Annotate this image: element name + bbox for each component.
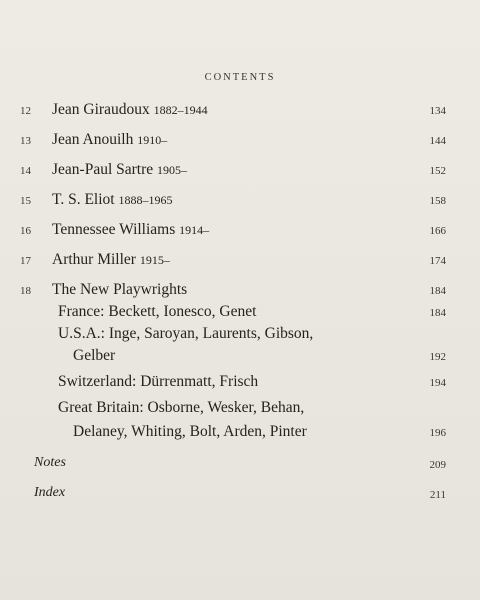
page-heading: CONTENTS [204, 72, 276, 83]
toc-subentry [0, 325, 480, 345]
subentry-title: U.S.A.: Inge, Saroyan, Laurents, Gibson, [58, 325, 314, 342]
chapter-number: 12 [20, 105, 31, 117]
chapter-number: 13 [20, 135, 31, 147]
author-name: T. S. Eliot [52, 191, 115, 208]
subentry-title: Switzerland: Dürrenmatt, Frisch [58, 373, 259, 390]
toc-backmatter-index [0, 485, 480, 505]
toc-subentry [0, 303, 480, 323]
page-number: 194 [429, 377, 446, 389]
toc-entry [0, 281, 480, 301]
page-number: 144 [429, 135, 446, 147]
page-number: 184 [429, 285, 446, 297]
author-years: 1888–1965 [118, 193, 173, 207]
chapter-title [52, 101, 208, 119]
page-number: 152 [429, 165, 446, 177]
author-years: 1905– [157, 163, 188, 177]
subentry-title: France: Beckett, Ionesco, Genet [58, 303, 257, 320]
chapter-number: 18 [20, 285, 31, 297]
chapter-number: 15 [20, 195, 31, 207]
author-years: 1882–1944 [153, 103, 208, 117]
page-number: 192 [429, 351, 446, 363]
author-name: Jean Anouilh [52, 131, 134, 148]
chapter-number: 16 [20, 225, 31, 237]
page-number: 166 [429, 225, 446, 237]
author-years: 1915– [139, 253, 170, 267]
toc-subentry-continuation [0, 423, 480, 443]
author-name: Tennessee Williams [52, 221, 176, 238]
page-number: 209 [429, 459, 446, 471]
author-years: 1914– [179, 223, 210, 237]
chapter-title [52, 221, 209, 239]
chapter-title [52, 131, 167, 149]
author-name: Arthur Miller [52, 251, 136, 268]
page-number: 196 [429, 427, 446, 439]
page-number: 184 [429, 307, 446, 319]
author-name: Jean-Paul Sartre [52, 161, 154, 178]
author-years: 1910– [137, 133, 168, 147]
chapter-number: 17 [20, 255, 31, 267]
backmatter-label: Notes [34, 455, 66, 470]
toc-entry [0, 221, 480, 241]
toc-subentry [0, 373, 480, 393]
page-number: 174 [429, 255, 446, 267]
toc-entry [0, 101, 480, 121]
author-name: Jean Giraudoux [52, 101, 150, 118]
toc-entry [0, 161, 480, 181]
page-number: 134 [429, 105, 446, 117]
chapter-title [52, 191, 172, 209]
subentry-title: Delaney, Whiting, Bolt, Arden, Pinter [73, 423, 307, 440]
chapter-title: The New Playwrights [52, 281, 188, 298]
backmatter-label: Index [34, 485, 66, 500]
toc-entry [0, 191, 480, 211]
toc-subentry [0, 399, 480, 419]
toc-backmatter-notes [0, 455, 480, 475]
chapter-title [52, 161, 187, 179]
chapter-number: 14 [20, 165, 31, 177]
toc-subentry-continuation [0, 347, 480, 367]
toc-entry [0, 131, 480, 151]
subentry-title: Gelber [73, 347, 116, 364]
page-number: 211 [429, 489, 446, 501]
chapter-title [52, 251, 170, 269]
subentry-title: Great Britain: Osborne, Wesker, Behan, [58, 399, 305, 416]
page-number: 158 [429, 195, 446, 207]
toc-entry [0, 251, 480, 271]
